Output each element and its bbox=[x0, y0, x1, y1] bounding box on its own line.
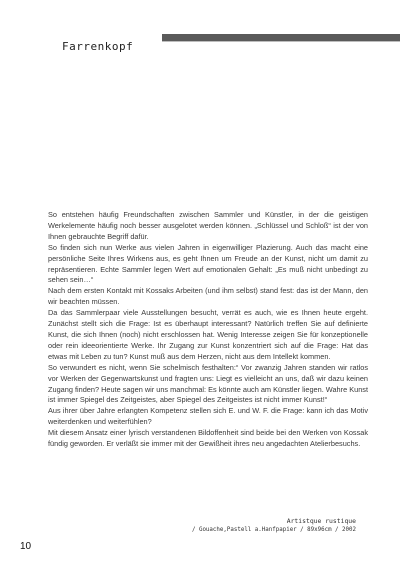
header-rule-shadow bbox=[162, 41, 400, 42]
article-body bbox=[48, 210, 368, 450]
paragraph: Nach dem ersten Kontakt mit Kossaks Arbeiten (und ihm selbst) stand fest: das ist der Mann, den wir beachten müssen. bbox=[48, 286, 368, 307]
caption-details: / Gouache,Pastell a.Hanfpapier / 89x96cm / 2002 bbox=[191, 527, 356, 533]
paragraph: Aus ihrer über Jahre erlangten Kompetenz stellen sich E. und W. F. die Frage: kann ich das Motiv weiterdenken und weiterfühlen? bbox=[48, 406, 368, 427]
paragraph: So verwundert es nicht, wenn Sie schelmisch festhalten:“ Vor zwanzig Jahren standen wir ratlos vor Werken der Gegenwartskunst und fragten uns: Liegt es vielleicht an uns, daß wir dazu keinen Zugang finden? Heute sagen wir uns manchmal: Es könnte auch am Künstler liegen. Wahre Kunst ist immer Spiegel des Zeitgeistes, aber Spiegel des Zeitgeistes ist nicht immer Kunst!“ bbox=[48, 362, 368, 405]
caption-title: Artistque rustique bbox=[286, 517, 356, 525]
artwork-caption bbox=[192, 517, 356, 535]
page-number: 10 bbox=[20, 541, 32, 552]
paragraph: Da das Sammlerpaar viele Ausstellungen besucht, verrät es auch, wie es Ihnen heute ergeht. Zunächst stellt sich die Frage: Ist es überhaupt interessant? Natürlich treffen Sie auf definierte Kunst, die sich Ihnen (noch) nicht erschlossen hat. Wenig Interesse zeigen Sie für konzeptionelle oder rein ideeorientierte Werke. Ihr Zugang zur Kunst konzentriert sich auf die Frage: Hat das etwas mit Leben zu tun? Kunst muß aus dem Herzen, nicht aus dem Intellekt kommen. bbox=[48, 308, 368, 361]
paragraph: So entstehen häufig Freundschaften zwischen Sammler und Künstler, in der die geistigen Werkelemente häufig noch besser ausgelotet werden können. „Schlüssel und Schloß“ ist der von Ihnen gebrauchte Begriff dafür. bbox=[48, 210, 368, 241]
header-rule bbox=[162, 34, 400, 41]
page-title: Farrenkopf bbox=[62, 40, 134, 53]
paragraph: So finden sich nun Werke aus vielen Jahren in eigenwilliger Plazierung. Auch das macht eine persönliche Seite Ihres Wirkens aus, es geht Ihnen um Freude an der Kunst, nicht um damit zu repräsentieren. Echte Sammler legen Wert auf emotionalen Gehalt: „Es muß nicht unbedingt zu sehen sein…“ bbox=[48, 242, 368, 285]
paragraph: Mit diesem Ansatz einer lyrisch verstandenen Bildoffenheit sind beide bei den Werken von Kossak fündig geworden. Er verläßt sie immer mit der Gewißheit ihres neu angedachten Atelierbesuchs. bbox=[48, 428, 368, 449]
